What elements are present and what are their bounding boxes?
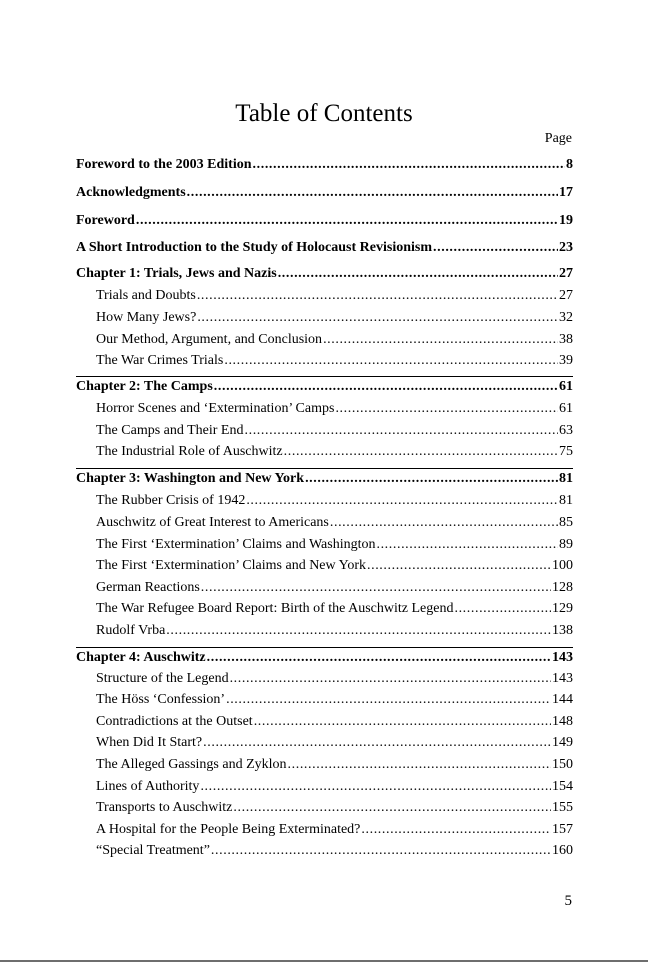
dot-leader <box>201 579 551 597</box>
chapter-divider <box>76 468 573 469</box>
toc-entry-sub <box>96 689 573 709</box>
toc-entry-label: German Reactions <box>96 580 200 595</box>
toc-entry-page: 154 <box>552 779 573 794</box>
dot-leader <box>233 799 551 817</box>
dot-leader <box>211 842 551 860</box>
toc-entry-label: Lines of Authority <box>96 779 200 794</box>
toc-entry-label: Rudolf Vrba <box>96 623 166 638</box>
toc-entry-sub <box>96 441 573 461</box>
toc-entry-label: Trials and Doubts <box>96 288 196 303</box>
dot-leader <box>361 821 551 839</box>
dot-leader <box>197 309 558 327</box>
toc-entry-page: 144 <box>552 692 573 707</box>
toc-entry-page: 149 <box>552 735 573 750</box>
toc-entry-label: The Alleged Gassings and Zyklon <box>96 757 287 772</box>
toc-entry-main <box>76 210 573 230</box>
toc-entry-sub <box>96 329 573 349</box>
dot-leader <box>367 557 551 575</box>
dot-leader <box>288 756 551 774</box>
dot-leader <box>305 470 558 488</box>
toc-entry-sub <box>96 307 573 327</box>
toc-entry-page: 39 <box>559 353 573 368</box>
toc-entry-page: 63 <box>559 423 573 438</box>
dot-leader <box>166 622 551 640</box>
dot-leader <box>254 713 551 731</box>
toc-entry-sub <box>96 797 573 817</box>
toc-entry-sub <box>96 555 573 575</box>
dot-leader <box>323 331 558 349</box>
toc-entry-label: How Many Jews? <box>96 310 197 325</box>
dot-leader <box>226 691 551 709</box>
dot-leader <box>330 514 558 532</box>
toc-entry-page: 148 <box>552 714 573 729</box>
toc-entry-page: 150 <box>552 757 573 772</box>
toc-entry-label: Our Method, Argument, and Conclusion <box>96 332 323 347</box>
toc-entry-label: The Camps and Their End <box>96 423 244 438</box>
toc-entry-label: Horror Scenes and ‘Extermination’ Camps <box>96 401 335 416</box>
toc-entry-page: 23 <box>559 240 573 255</box>
page-title: Table of Contents <box>235 100 413 127</box>
toc-entry-label: The War Crimes Trials <box>96 353 224 368</box>
toc-entry-label: The Höss ‘Confession’ <box>96 692 226 707</box>
toc-entry-sub <box>96 420 573 440</box>
toc-entry-label: The First ‘Extermination’ Claims and New York <box>96 558 366 573</box>
dot-leader <box>203 734 551 752</box>
dot-leader <box>284 443 558 461</box>
dot-leader <box>433 239 558 257</box>
toc-entry-page: 17 <box>559 185 573 200</box>
toc-entry-label: Chapter 2: The Camps <box>76 379 213 394</box>
toc-entry-main <box>76 182 573 202</box>
toc-entry-label: A Hospital for the People Being Exterminated? <box>96 822 361 837</box>
toc-entry-page: 27 <box>559 266 573 281</box>
dot-leader <box>245 422 559 440</box>
toc-entry-sub <box>96 598 573 618</box>
toc-entry-page: 61 <box>559 401 573 416</box>
toc-entry-page: 81 <box>559 493 573 508</box>
dot-leader <box>224 352 558 370</box>
toc-entry-label: Structure of the Legend <box>96 671 229 686</box>
dot-leader <box>230 670 551 688</box>
toc-entry-sub <box>96 350 573 370</box>
toc-entry-page: 143 <box>552 650 573 665</box>
dot-leader <box>207 649 551 667</box>
toc-entry-main <box>76 468 573 488</box>
dot-leader <box>187 184 558 202</box>
toc-entry-main <box>76 237 573 257</box>
toc-entry-sub <box>96 534 573 554</box>
toc-entry-page: 138 <box>552 623 573 638</box>
toc-entry-main <box>76 154 573 174</box>
toc-entry-page: 61 <box>559 379 573 394</box>
toc-entry-page: 129 <box>552 601 573 616</box>
page-number: 5 <box>564 893 572 909</box>
toc-entry-label: The Rubber Crisis of 1942 <box>96 493 246 508</box>
toc-entry-main <box>76 376 573 396</box>
toc-entry-sub <box>96 577 573 597</box>
toc-entry-page: 85 <box>559 515 573 530</box>
dot-leader <box>136 212 558 230</box>
toc-entry-label: Auschwitz of Great Interest to Americans <box>96 515 329 530</box>
toc-entry-page: 160 <box>552 843 573 858</box>
dot-leader <box>376 536 558 554</box>
toc-entry-label: Acknowledgments <box>76 185 186 200</box>
toc-entry-page: 143 <box>552 671 573 686</box>
toc-entry-sub <box>96 754 573 774</box>
toc-entry-page: 27 <box>559 288 573 303</box>
toc-entry-label: The Industrial Role of Auschwitz <box>96 444 283 459</box>
dot-leader <box>200 778 551 796</box>
toc-entry-label: Chapter 4: Auschwitz <box>76 650 206 665</box>
chapter-divider <box>76 647 573 648</box>
toc-entry-label: Chapter 1: Trials, Jews and Nazis <box>76 266 277 281</box>
dot-leader <box>335 400 558 418</box>
toc-entry-label: When Did It Start? <box>96 735 203 750</box>
toc-entry-page: 8 <box>566 157 573 172</box>
toc-entry-sub <box>96 711 573 731</box>
toc-entry-sub <box>96 285 573 305</box>
toc-entry-page: 32 <box>559 310 573 325</box>
toc-entry-page: 81 <box>559 471 573 486</box>
toc-entry-page: 128 <box>552 580 573 595</box>
toc-entry-page: 100 <box>552 558 573 573</box>
toc-entry-label: Foreword to the 2003 Edition <box>76 157 252 172</box>
toc-entry-page: 89 <box>559 537 573 552</box>
toc-entry-main <box>76 647 573 667</box>
dot-leader <box>246 492 558 510</box>
toc-entry-sub <box>96 819 573 839</box>
dot-leader <box>253 156 565 174</box>
toc-entry-page: 38 <box>559 332 573 347</box>
toc-entry-page: 155 <box>552 800 573 815</box>
toc-entry-label: A Short Introduction to the Study of Holocaust Revisionism <box>76 240 433 255</box>
toc-entry-page: 157 <box>552 822 573 837</box>
toc-entry-sub <box>96 512 573 532</box>
toc-entry-sub <box>96 620 573 640</box>
toc-entry-sub <box>96 840 573 860</box>
dot-leader <box>197 287 558 305</box>
dot-leader <box>214 378 558 396</box>
toc-entry-label: Transports to Auschwitz <box>96 800 233 815</box>
toc-entry-page: 75 <box>559 444 573 459</box>
toc-entry-label: The War Refugee Board Report: Birth of the Auschwitz Legend <box>96 601 454 616</box>
dot-leader <box>454 600 551 618</box>
toc-entry-sub <box>96 776 573 796</box>
toc-entry-label: Contradictions at the Outset <box>96 714 253 729</box>
toc-entry-label: Foreword <box>76 213 135 228</box>
toc-entry-sub <box>96 668 573 688</box>
toc-entry-sub <box>96 732 573 752</box>
page-column-header: Page <box>544 131 572 146</box>
toc-entry-label: “Special Treatment” <box>96 843 210 858</box>
toc-entry-page: 19 <box>559 213 573 228</box>
chapter-divider <box>76 376 573 377</box>
toc-entry-sub <box>96 490 573 510</box>
toc-entry-main <box>76 263 573 283</box>
toc-entry-sub <box>96 398 573 418</box>
dot-leader <box>278 265 558 283</box>
toc-entry-label: Chapter 3: Washington and New York <box>76 471 305 486</box>
toc-entry-label: The First ‘Extermination’ Claims and Washington <box>96 537 376 552</box>
